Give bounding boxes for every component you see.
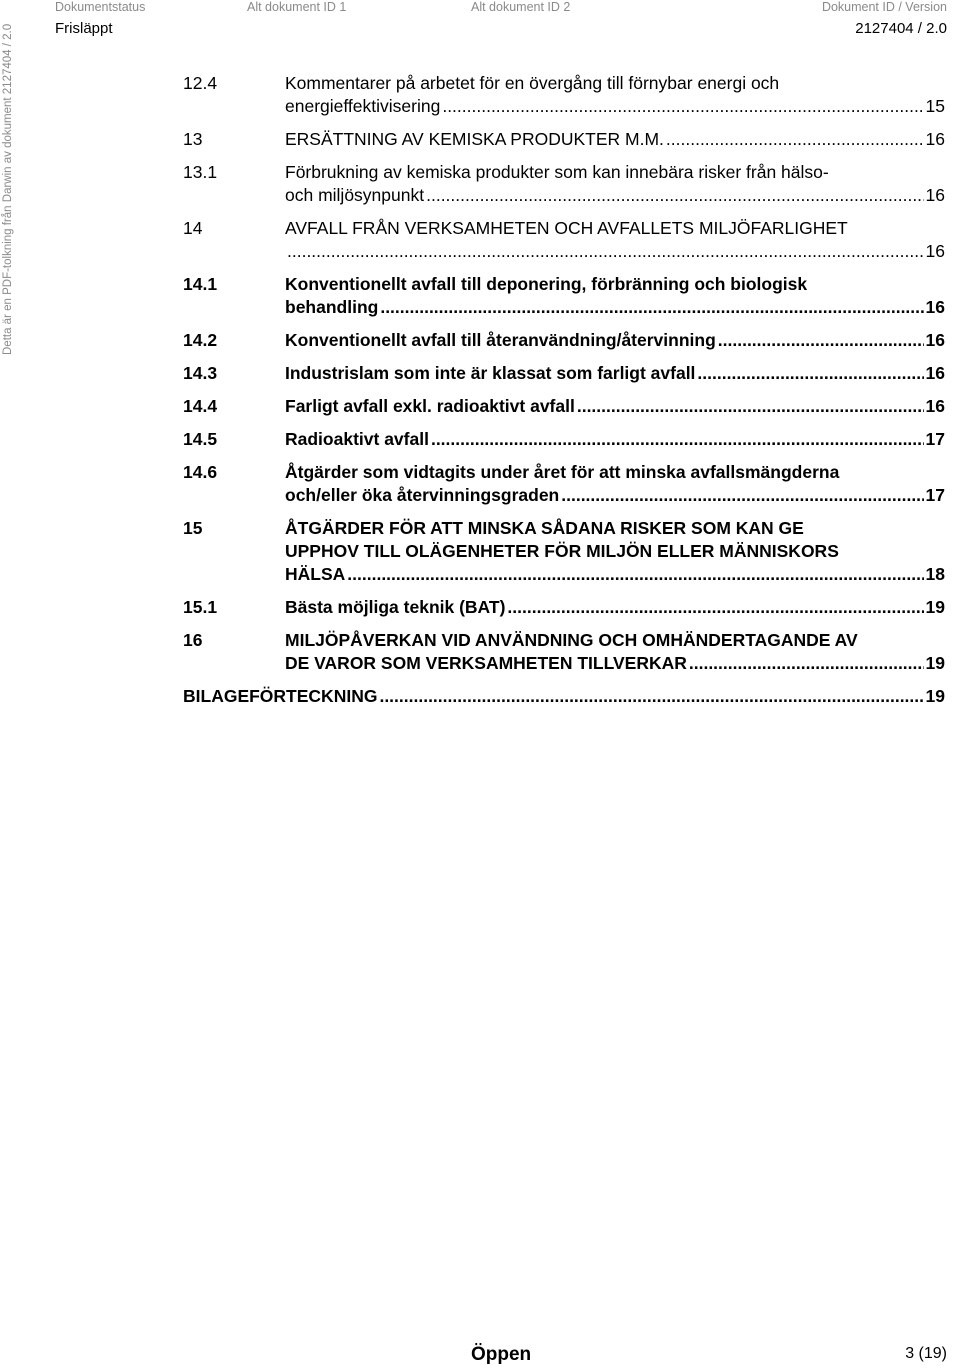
toc-title-line: behandling: [285, 297, 379, 317]
toc-title-line: HÄLSA: [285, 564, 346, 584]
toc-entry-title: [285, 629, 945, 675]
toc-title-last-line: [285, 395, 945, 418]
toc-title-line: och/eller öka återvinningsgraden: [285, 485, 560, 505]
toc-entry-number: 13: [183, 129, 203, 149]
toc-title-line: ÅTGÄRDER FÖR ATT MINSKA SÅDANA RISKER SOM KAN GE: [285, 518, 804, 538]
toc-dot-leader: [697, 362, 923, 385]
toc-entry-title: [285, 273, 945, 319]
toc-page-number: 16: [925, 129, 945, 149]
toc-entry-number: 14.1: [183, 274, 218, 294]
toc-page-number: 15: [925, 96, 945, 116]
toc-title-last-line: [285, 563, 945, 586]
header-label-status: Dokumentstatus: [55, 0, 146, 14]
toc-title-last-line: [285, 428, 945, 451]
toc-entry[interactable]: [183, 629, 945, 675]
toc-page-number: 17: [925, 429, 945, 449]
toc-entry-title: [285, 128, 945, 151]
toc-title-last-line: [285, 128, 945, 151]
toc-title-line: ERSÄTTNING AV KEMISKA PRODUKTER M.M.: [285, 129, 664, 149]
toc-page-number: 18: [925, 564, 945, 584]
toc-dot-leader: [577, 395, 924, 418]
toc-title-line: Förbrukning av kemiska produkter som kan innebära risker från hälso-: [285, 162, 829, 182]
toc-entry[interactable]: [183, 273, 945, 319]
toc-entry-number: 16: [183, 630, 203, 650]
toc-entry-number: 14.4: [183, 396, 218, 416]
toc-entry-number: 14.6: [183, 462, 218, 482]
toc-page-number: 16: [925, 330, 945, 350]
toc-title-line: Industrislam som inte är klassat som farligt avfall: [285, 363, 696, 383]
toc-entry[interactable]: [183, 461, 945, 507]
toc-title-line: Radioaktivt avfall: [285, 429, 429, 449]
toc-page-number: 16: [925, 363, 945, 383]
toc-entry-title: [285, 517, 945, 586]
toc-entry-number: 13.1: [183, 162, 218, 182]
toc-page-number: 16: [925, 185, 945, 205]
document-header: [37, 0, 960, 40]
toc-entry-title: [183, 685, 945, 708]
toc-title-line: Åtgärder som vidtagits under året för att minska avfallsmängderna: [285, 462, 840, 482]
toc-title-last-line: [285, 296, 945, 319]
toc-entry[interactable]: [183, 362, 945, 385]
toc-page-number: 19: [925, 597, 945, 617]
toc-dot-leader: [561, 484, 923, 507]
toc-dot-leader: [507, 596, 923, 619]
toc-title-line: DE VAROR SOM VERKSAMHETEN TILLVERKAR: [285, 653, 687, 673]
toc-entry-title: [285, 428, 945, 451]
footer-page-number: 3 (19): [905, 1345, 947, 1362]
toc-title-last-line: [285, 484, 945, 507]
header-value-status: Frisläppt: [55, 20, 113, 37]
toc-dot-leader: [287, 240, 924, 263]
toc-page-number: 17: [925, 485, 945, 505]
toc-title-line: BILAGEFÖRTECKNING: [183, 686, 378, 706]
toc-entry-title: [285, 161, 945, 207]
toc-entry-number: 15.1: [183, 597, 218, 617]
toc-dot-leader: [442, 95, 923, 118]
header-value-doc-id: 2127404 / 2.0: [855, 20, 947, 37]
header-label-doc-id: Dokument ID / Version: [821, 0, 947, 14]
toc-title-line: och miljösynpunkt: [285, 185, 425, 205]
toc-entry-number: 12.4: [183, 73, 218, 93]
side-note-pdf-origin: Detta är en PDF-tolkning från Darwin av dokument 2127404 / 2.0: [2, 23, 14, 355]
toc-title-line: Konventionellt avfall till deponering, förbränning och biologisk: [285, 274, 808, 294]
toc-entry[interactable]: [183, 428, 945, 451]
toc-entry[interactable]: [183, 161, 945, 207]
toc-entry[interactable]: [183, 596, 945, 619]
footer-classification: Öppen: [471, 1344, 532, 1365]
header-label-alt-id-1: Alt dokument ID 1: [247, 0, 347, 14]
toc-entry[interactable]: [183, 128, 945, 151]
toc-entry[interactable]: [183, 517, 945, 586]
toc-title-line: MILJÖPÅVERKAN VID ANVÄNDNING OCH OMHÄNDERTAGANDE AV: [285, 630, 858, 650]
toc-entry-title: [285, 329, 945, 352]
toc-page-number: 16: [925, 241, 945, 261]
toc-title-line: Konventionellt avfall till återanvändning/återvinning: [285, 330, 716, 350]
toc-title-line: Bästa möjliga teknik (BAT): [285, 597, 506, 617]
toc-entry[interactable]: [183, 72, 945, 118]
toc-title-last-line: [183, 685, 945, 708]
toc-dot-leader: [347, 563, 923, 586]
toc-page-number: 16: [925, 396, 945, 416]
toc-page-number: 16: [925, 297, 945, 317]
toc-title-line: Farligt avfall exkl. radioaktivt avfall: [285, 396, 575, 416]
toc-entry-number: 15: [183, 518, 203, 538]
toc-dot-leader: [380, 296, 923, 319]
toc-entry-title: [285, 461, 945, 507]
toc-entry[interactable]: [183, 217, 945, 263]
toc-title-last-line: [285, 240, 945, 263]
toc-dot-leader: [431, 428, 924, 451]
toc-dot-leader: [426, 184, 923, 207]
toc-title-last-line: [285, 596, 945, 619]
toc-title-last-line: [285, 652, 945, 675]
toc-dot-leader: [379, 685, 923, 708]
toc-entry[interactable]: [183, 395, 945, 418]
toc-title-last-line: [285, 95, 945, 118]
toc-entry-number: 14: [183, 218, 203, 238]
toc-entry-number: 14.2: [183, 330, 218, 350]
toc-title-line: Kommentarer på arbetet för en övergång till förnybar energi och: [285, 73, 780, 93]
toc-page-number: 19: [925, 686, 945, 706]
toc-dot-leader: [666, 128, 924, 151]
toc-title-last-line: [285, 362, 945, 385]
toc-title-last-line: [285, 329, 945, 352]
toc-title-line: AVFALL FRÅN VERKSAMHETEN OCH AVFALLETS MILJÖFARLIGHET: [285, 218, 848, 238]
toc-dot-leader: [689, 652, 924, 675]
toc-entry-title: [285, 395, 945, 418]
toc-dot-leader: [718, 329, 924, 352]
table-of-contents: [183, 72, 945, 708]
toc-entry-title: [285, 72, 945, 118]
toc-entry[interactable]: [183, 329, 945, 352]
toc-entry-number: 14.3: [183, 363, 218, 383]
toc-entry-title: [285, 217, 945, 263]
toc-title-line: energieffektivisering: [285, 96, 441, 116]
toc-entry-title: [285, 362, 945, 385]
toc-entry-number: 14.5: [183, 429, 218, 449]
header-label-alt-id-2: Alt dokument ID 2: [471, 0, 571, 14]
toc-page-number: 19: [925, 653, 945, 673]
toc-title-last-line: [285, 184, 945, 207]
toc-entry-title: [285, 596, 945, 619]
toc-entry[interactable]: [183, 685, 945, 708]
toc-title-line: UPPHOV TILL OLÄGENHETER FÖR MILJÖN ELLER MÄNNISKORS: [285, 541, 839, 561]
